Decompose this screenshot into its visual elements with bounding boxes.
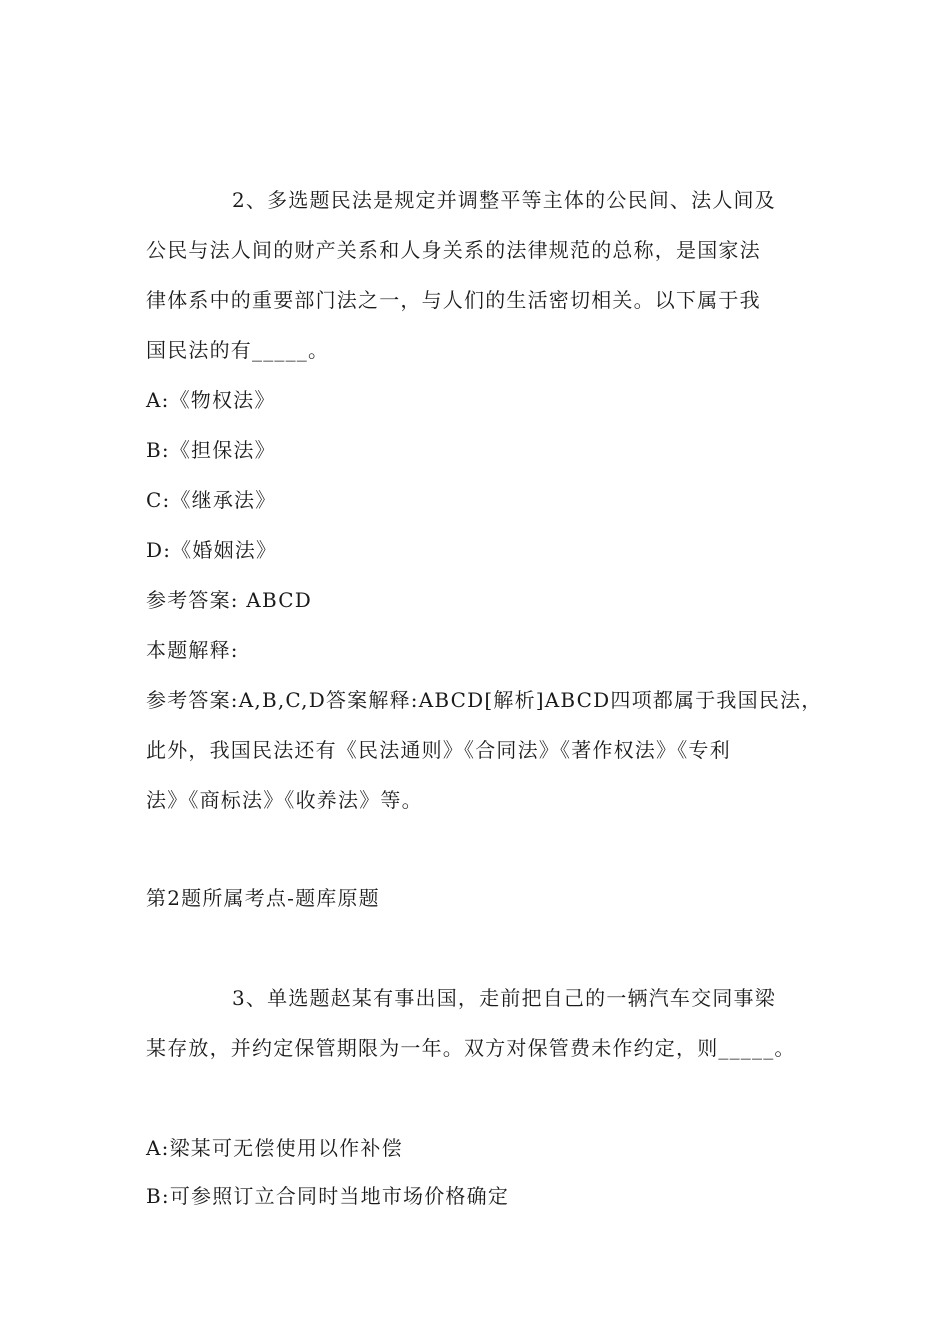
q3-stem-line-2: 某存放，并约定保管期限为一年。双方对保管费未作约定，则_____。 (146, 1036, 796, 1060)
q2-option-a: A:《物权法》 (146, 388, 276, 412)
q2-explain-line-1: 参考答案:A,B,C,D答案解释:ABCD[解析]ABCD四项都属于我国民法， (146, 688, 823, 712)
q2-explain-line-2: 此外，我国民法还有《民法通则》《合同法》《著作权法》《专利 (146, 738, 731, 762)
q3-option-b: B:可参照订立合同时当地市场价格确定 (146, 1184, 510, 1208)
q2-answer: 参考答案: ABCD (146, 588, 312, 612)
q3-option-a: A:梁某可无偿使用以作补偿 (146, 1136, 403, 1160)
q2-option-b: B:《担保法》 (146, 438, 276, 462)
q2-category: 第2题所属考点-题库原题 (146, 886, 380, 910)
q2-stem-line-1: 2、多选题民法是规定并调整平等主体的公民间、法人间及 (232, 188, 776, 212)
q2-stem-line-2: 公民与法人间的财产关系和人身关系的法律规范的总称，是国家法 (146, 238, 761, 262)
q2-stem-line-3: 律体系中的重要部门法之一，与人们的生活密切相关。以下属于我 (146, 288, 761, 312)
q2-explain-line-3: 法》《商标法》《收养法》等。 (146, 788, 423, 812)
q2-stem-line-4: 国民法的有_____。 (146, 338, 330, 362)
q2-explain-label: 本题解释: (146, 638, 239, 662)
q2-option-c: C:《继承法》 (146, 488, 277, 512)
q2-option-d: D:《婚姻法》 (146, 538, 278, 562)
q3-stem-line-1: 3、单选题赵某有事出国，走前把自己的一辆汽车交同事梁 (232, 986, 776, 1010)
